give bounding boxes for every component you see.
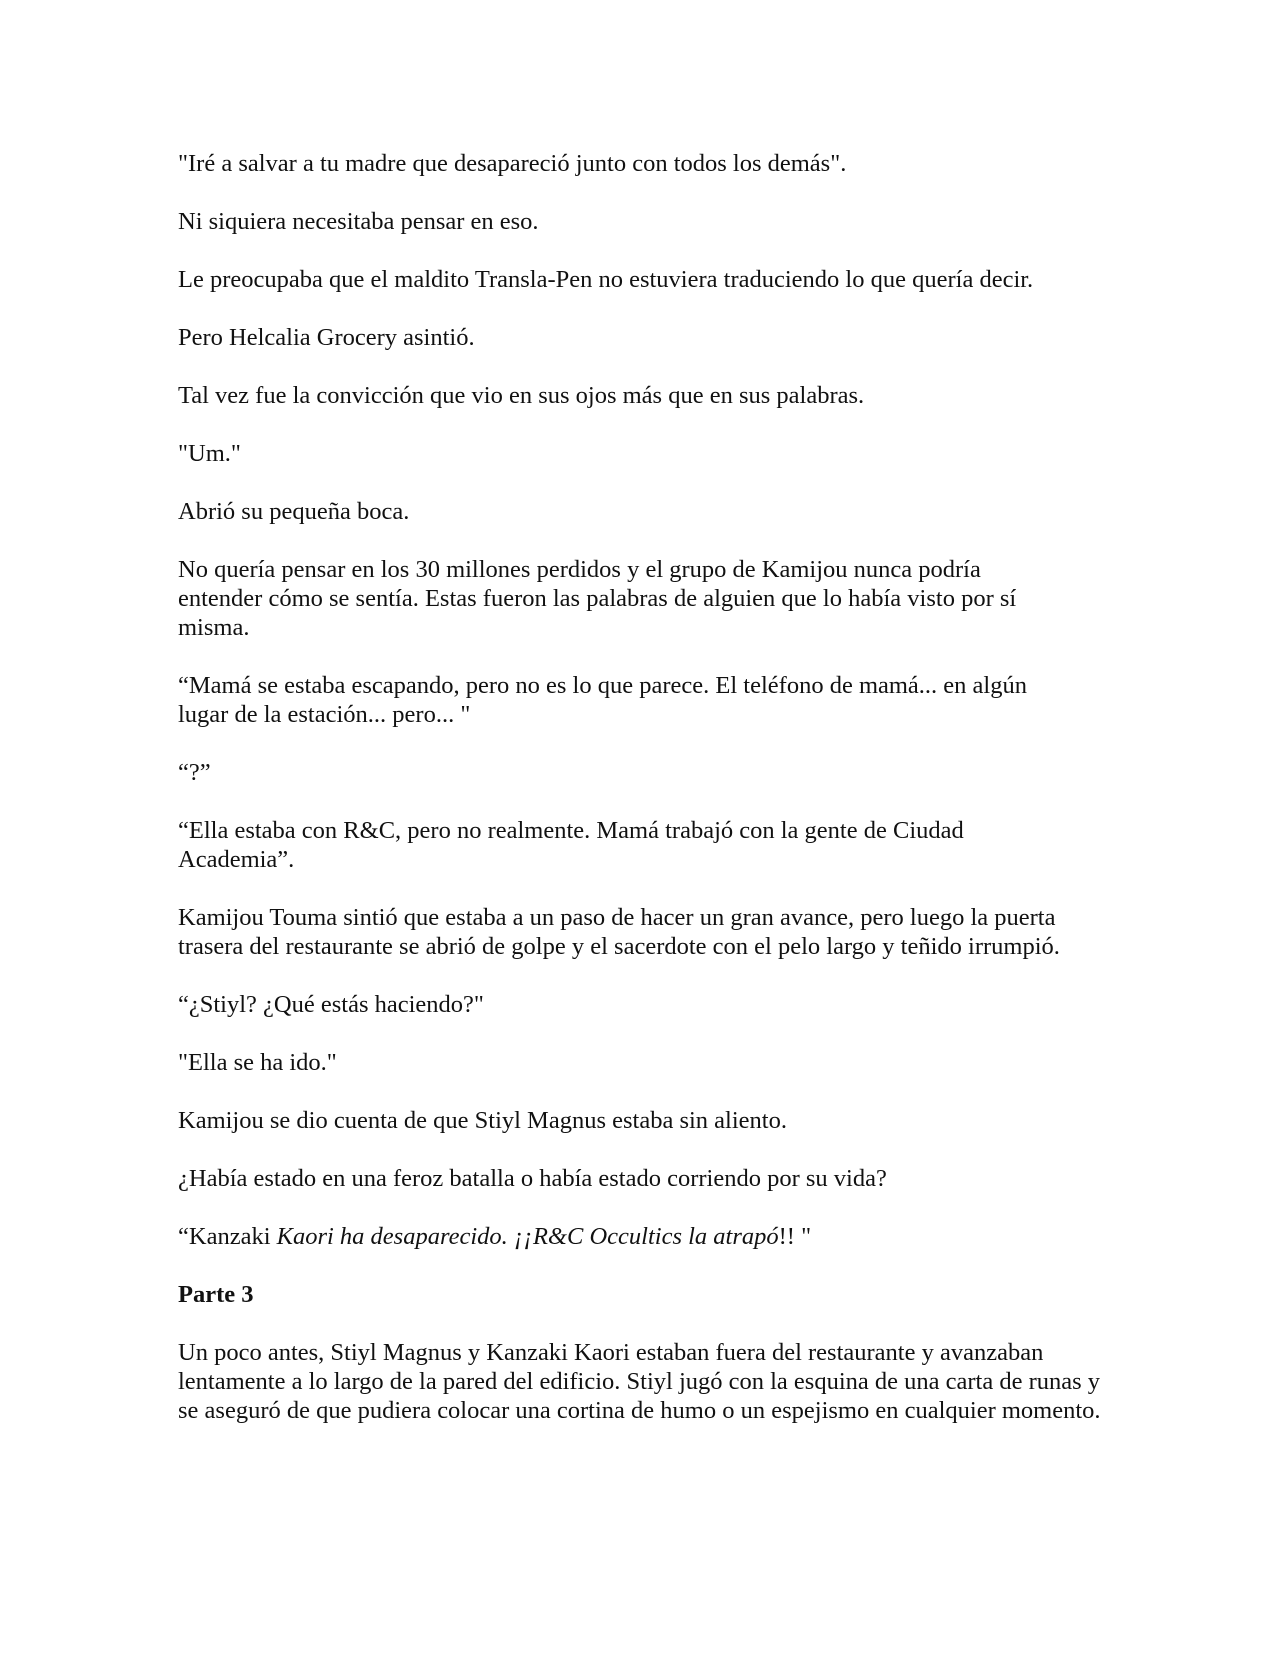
document-page — [178, 149, 1108, 1454]
paragraph: Kamijou Touma sintió que estaba a un paso de hacer un gran avance, pero luego la puerta trasera del restaurante se abrió de golpe y el sacerdote con el pelo largo y teñido irrumpió. — [178, 904, 1060, 960]
paragraph: “¿Stiyl? ¿Qué estás haciendo?" — [178, 991, 484, 1018]
paragraph: “?” — [178, 759, 211, 786]
section-heading: Parte 3 — [178, 1281, 254, 1308]
paragraph: "Iré a salvar a tu madre que desapareció junto con todos los demás". — [178, 150, 847, 177]
paragraph: ¿Había estado en una feroz batalla o había estado corriendo por su vida? — [178, 1165, 887, 1192]
italic-text: Kaori ha desaparecido. ¡¡R&C Occultics la atrapó — [276, 1223, 779, 1250]
paragraph: “Ella estaba con R&C, pero no realmente. Mamá trabajó con la gente de Ciudad Academia”. — [178, 817, 964, 873]
paragraph: Le preocupaba que el maldito Transla-Pen no estuviera traduciendo lo que quería decir. — [178, 266, 1034, 293]
paragraph: Pero Helcalia Grocery asintió. — [178, 324, 475, 351]
paragraph: "Um." — [178, 440, 241, 467]
paragraph: Tal vez fue la convicción que vio en sus ojos más que en sus palabras. — [178, 382, 865, 409]
paragraph: No quería pensar en los 30 millones perdidos y el grupo de Kamijou nunca podría entender cómo se sentía. Estas fueron las palabras de alguien que lo había visto por sí misma. — [178, 556, 1017, 641]
mixed-style-paragraph — [178, 1222, 1108, 1251]
paragraph: Abrió su pequeña boca. — [178, 498, 410, 525]
paragraph: Kamijou se dio cuenta de que Stiyl Magnus estaba sin aliento. — [178, 1107, 787, 1134]
paragraph-text: “Kanzaki — [178, 1223, 277, 1250]
paragraph: "Ella se ha ido." — [178, 1049, 337, 1076]
paragraph: “Mamá se estaba escapando, pero no es lo que parece. El teléfono de mamá... en algún lugar de la estación... pero... " — [178, 672, 1027, 728]
paragraph: Ni siquiera necesitaba pensar en eso. — [178, 208, 539, 235]
paragraph: Un poco antes, Stiyl Magnus y Kanzaki Kaori estaban fuera del restaurante y avanzaban lentamente a lo largo de la pared del edificio. Stiyl jugó con la esquina de una carta de runas y se aseguró de que pudiera colocar una cortina de humo o un espejismo en cualquier momento. — [178, 1339, 1101, 1424]
paragraph-text: !! " — [778, 1223, 812, 1250]
